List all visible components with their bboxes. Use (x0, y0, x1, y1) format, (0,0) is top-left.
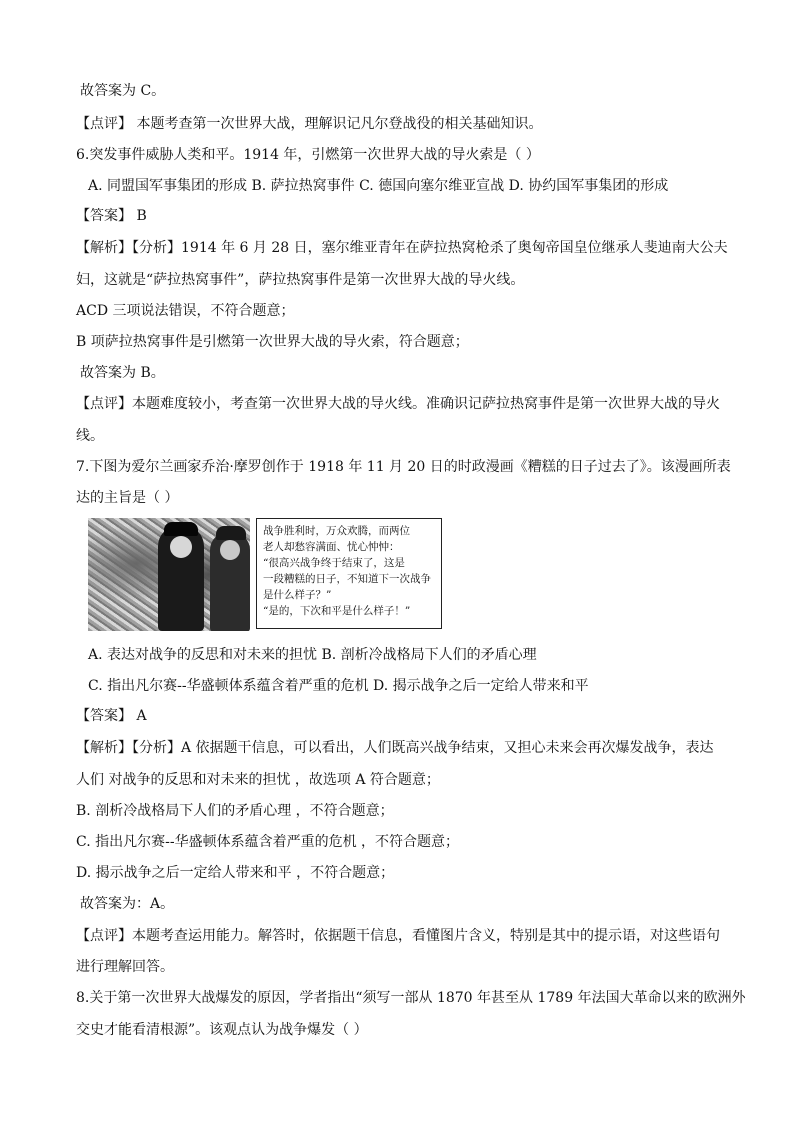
caption-line: 一段糟糕的日子，不知道下一次战争 (263, 573, 431, 585)
question-8-stem-1: 8.关于第一次世界大战爆发的原因，学者指出“须写一部从 1870 年甚至从 1789 年法国大革命以来的欧洲外 (76, 990, 746, 1006)
cartoon-figure (88, 518, 444, 631)
caption-line: “是的，下次和平是什么样子！” (263, 605, 411, 617)
answer-label-q6: 【答案】 B (76, 208, 147, 224)
answer-label-q7: 【答案】 A (76, 708, 147, 724)
cartoon-photo (88, 518, 250, 631)
caption-line: 是什么样子？” (263, 589, 332, 601)
answer-c-line: 故答案为 C。 (80, 83, 166, 99)
hat-icon (216, 526, 246, 540)
question-7-options-ab: A. 表达对战争的反思和对未来的担忧 B. 剖析冷战格局下人们的矛盾心理 (88, 647, 537, 663)
analysis-q6-line-3: ACD 三项说法错误，不符合题意； (76, 303, 295, 319)
caption-line: “很高兴战争终于结束了，这是 (263, 557, 405, 569)
cartoon-caption-box (256, 518, 442, 629)
analysis-q7-line-2: 人们 对战争的反思和对未来的担忧 ，故选项 A 符合题意； (76, 772, 440, 788)
answer-b-line: 故答案为 B。 (80, 365, 165, 381)
analysis-q7-line-1: 【解析】【分析】A 依据题干信息，可以看出，人们既高兴战争结束，又担心未来会再次爆发战争，表达 (76, 740, 714, 756)
answer-a-line: 故答案为：A。 (80, 896, 175, 912)
question-7-stem-1: 7.下图为爱尔兰画家乔治·摩罗创作于 1918 年 11 月 20 日的时政漫画《糟糕的日子过去了》。该漫画所表 (76, 459, 731, 475)
analysis-q6-line-1: 【解析】【分析】1914 年 6 月 28 日，塞尔维亚青年在萨拉热窝枪杀了奥匈帝国皇位继承人斐迪南大公夫 (76, 240, 728, 256)
analysis-q6-line-2: 妇，这就是“萨拉热窝事件”，萨拉热窝事件是第一次世界大战的导火线。 (76, 272, 525, 288)
comment-q7-line-2: 进行理解回答。 (76, 959, 174, 975)
comment-q7-line-1: 【点评】本题考查运用能力。解答时，依据题干信息，看懂图片含义，特别是其中的提示语，对这些语句 (76, 928, 720, 944)
question-6-options: A. 同盟国军事集团的形成 B. 萨拉热窝事件 C. 德国向塞尔维亚宣战 D. 协约国军事集团的形成 (88, 178, 669, 194)
caption-line: 战争胜利时，万众欢腾，而两位 (263, 525, 410, 537)
caption-line: 老人却愁容满面、忧心忡忡： (263, 541, 400, 553)
question-7-options-cd: C. 指出凡尔赛--华盛顿体系蕴含着严重的危机 D. 揭示战争之后一定给人带来和平 (88, 678, 589, 694)
question-6-stem: 6.突发事件威胁人类和平。1914 年，引燃第一次世界大战的导火索是（ ） (76, 147, 540, 163)
comment-q6-line-1: 【点评】本题难度较小，考查第一次世界大战的导火线。准确识记萨拉热窝事件是第一次世界大战的导火 (76, 396, 720, 412)
question-7-stem-2: 达的主旨是（ ） (76, 490, 179, 506)
analysis-q7-line-5: D. 揭示战争之后一定给人带来和平 ，不符合题意； (76, 865, 395, 881)
analysis-q7-line-4: C. 指出凡尔赛--华盛顿体系蕴含着严重的危机 ，不符合题意； (76, 834, 460, 850)
hat-icon (164, 522, 198, 536)
face-icon (220, 540, 240, 560)
comment-q6-line-2: 线。 (76, 428, 104, 444)
question-8-stem-2: 交史才能看清根源”。该观点认为战争爆发（ ） (76, 1022, 368, 1038)
face-icon (170, 536, 192, 558)
comment-line-q5: 【点评】 本题考查第一次世界大战，理解识记凡尔登战役的相关基础知识。 (76, 116, 543, 132)
analysis-q6-line-4: B 项萨拉热窝事件是引燃第一次世界大战的导火索，符合题意； (76, 334, 469, 350)
analysis-q7-line-3: B. 剖析冷战格局下人们的矛盾心理 ，不符合题意； (76, 803, 394, 819)
